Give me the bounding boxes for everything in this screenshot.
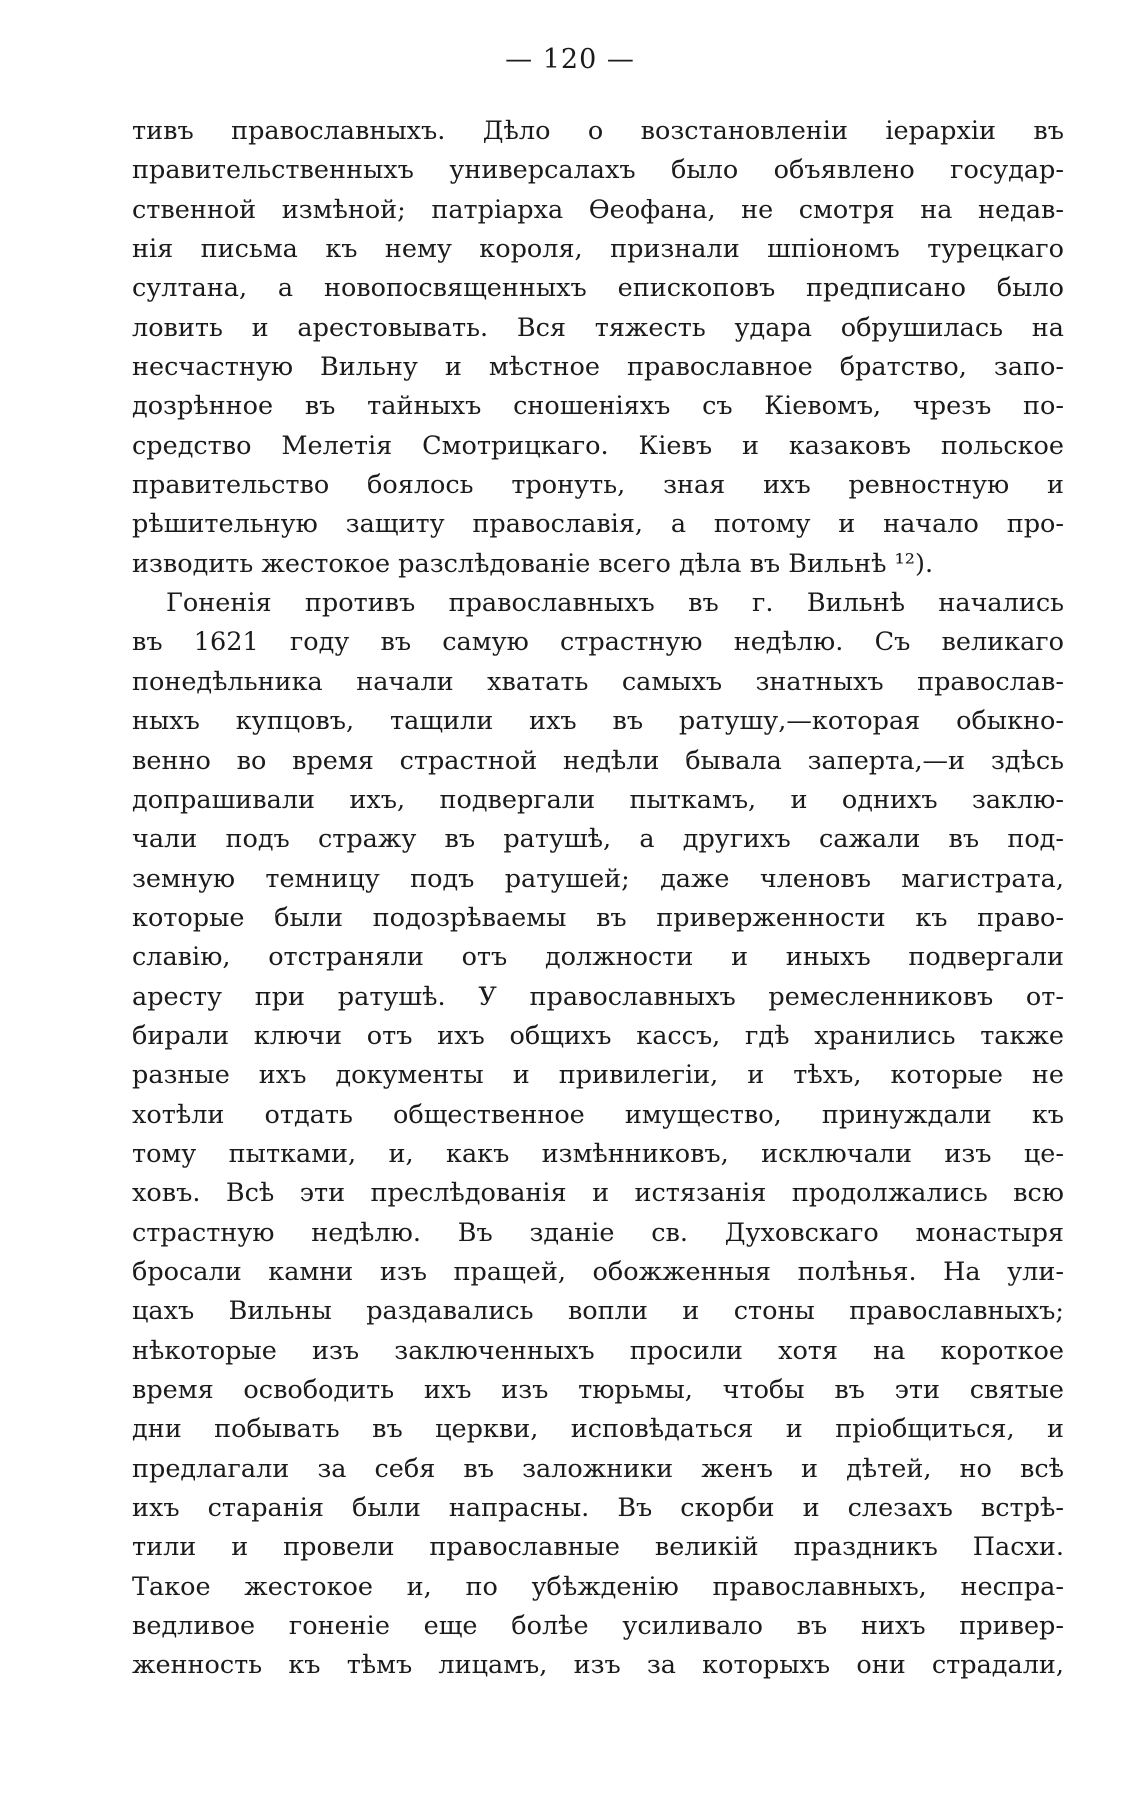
text-line: допрашивали ихъ, подвергали пыткамъ, и однихъ заклю- [132,784,1064,815]
text-line: аресту при ратушѣ. У православныхъ ремесленниковъ от- [132,981,1064,1012]
text-line: Гоненія противъ православныхъ въ г. Вильнѣ начались [166,588,1064,619]
text-line: Такое жестокое и, по убѣжденію православныхъ, неспра- [132,1571,1064,1602]
text-line: дни побывать въ церкви, исповѣдаться и пріобщиться, и [132,1414,1064,1445]
text-line: бросали камни изъ пращей, обожженныя полѣнья. На ули- [132,1256,1064,1287]
text-line: дозрѣнное въ тайныхъ сношеніяхъ съ Кіевомъ, чрезъ по- [132,391,1064,422]
text-line: предлагали за себя въ заложники женъ и дѣтей, но всѣ [132,1453,1064,1484]
text-line: тивъ православныхъ. Дѣло о возстановленіи іерархіи въ [132,116,1064,146]
text-line: правительство боялось тронуть, зная ихъ ревностную и [132,470,1064,501]
text-line: женность къ тѣмъ лицамъ, изъ за которыхъ они страдали, [132,1650,1064,1681]
body-text [132,112,1064,1686]
text-line: тому пытками, и, какъ измѣнниковъ, исключали изъ це- [132,1138,1064,1169]
text-line: которые были подозрѣваемы въ приверженности къ право- [132,902,1064,933]
text-line: понедѣльника начали хватать самыхъ знатныхъ православ- [132,666,1064,697]
text-line: несчастную Вильну и мѣстное православное братство, запо- [132,352,1064,383]
text-line: венно во время страстной недѣли бывала заперта,—и здѣсь [132,745,1064,776]
text-line: ховъ. Всѣ эти преслѣдованія и истязанія продолжались всю [132,1178,1064,1209]
text-line: бирали ключи отъ ихъ общихъ кассъ, гдѣ хранились также [132,1020,1064,1051]
text-line: земную темницу подъ ратушей; даже членовъ магистрата, [132,863,1064,894]
text-line: ственной измѣной; патріарха Ѳеофана, не смотря на недав- [132,194,1064,225]
text-line: султана, а новопосвященныхъ епископовъ предписано было [132,273,1064,304]
text-line: изводить жестокое разслѣдованіе всего дѣла въ Вильнѣ ¹²). [132,548,934,579]
text-line: рѣшительную защиту православія, а потому и начало про- [132,509,1064,540]
page-number: — 120 — [505,44,635,75]
text-line: ныхъ купцовъ, тащили ихъ въ ратушу,—которая обыкно- [132,706,1064,737]
text-line: ведливое гоненіе еще болѣе усиливало въ нихъ привер- [132,1611,1064,1642]
text-line: ихъ старанія были напрасны. Въ скорби и слезахъ встрѣ- [132,1493,1064,1524]
text-line: разные ихъ документы и привилегіи, и тѣхъ, которые не [132,1060,1064,1091]
text-line: чали подъ стражу въ ратушѣ, а другихъ сажали въ под- [132,824,1064,855]
text-line: тили и провели православные великій праздникъ Пасхи. [132,1532,1064,1563]
text-line: ловить и арестовывать. Вся тяжесть удара обрушилась на [132,312,1064,343]
text-line: нѣкоторые изъ заключенныхъ просили хотя на короткое [132,1335,1064,1366]
text-line: хотѣли отдать общественное имущество, принуждали къ [132,1099,1064,1130]
text-line: время освободить ихъ изъ тюрьмы, чтобы въ эти святые [132,1375,1064,1405]
text-line: славію, отстраняли отъ должности и иныхъ подвергали [132,942,1064,973]
text-line: правительственныхъ универсалахъ было объявлено государ- [132,155,1064,186]
paragraph-1 [132,112,1064,584]
text-line: нія письма къ нему короля, признали шпіономъ турецкаго [132,234,1064,265]
paragraph-2 [132,584,1064,1686]
text-line: страстную недѣлю. Въ зданіе св. Духовскаго монастыря [132,1217,1064,1248]
text-line: средство Мелетія Смотрицкаго. Кіевъ и казаковъ польское [132,430,1064,461]
text-line: цахъ Вильны раздавались вопли и стоны православныхъ; [132,1296,1064,1327]
text-line: въ 1621 году въ самую страстную недѣлю. Съ великаго [132,627,1064,658]
